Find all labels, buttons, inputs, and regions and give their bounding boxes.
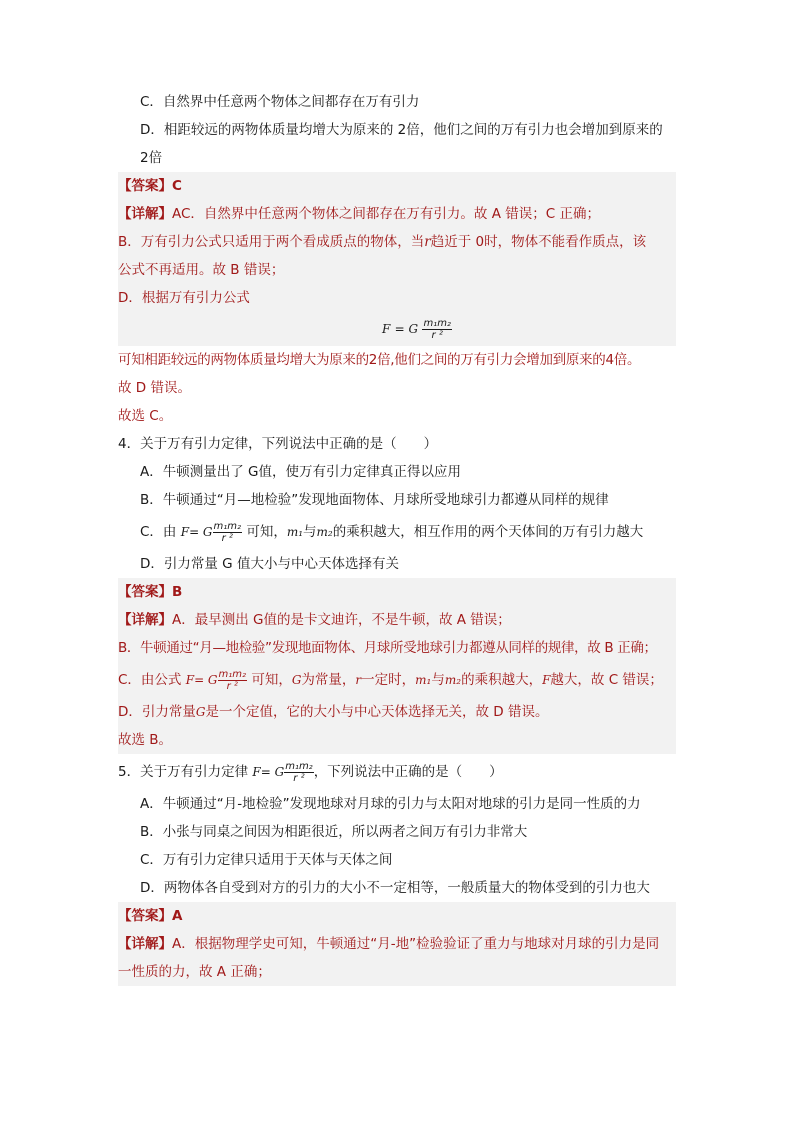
q4-solution-box xyxy=(118,578,676,754)
q3-detail-2: B．万有引力公式只适用于两个看成质点的物体，当r趋近于 0时，物体不能看作质点，该 xyxy=(118,234,647,250)
q3-detail-4: D．根据万有引力公式 xyxy=(118,290,250,306)
q3-detail-6: 故 D 错误。 xyxy=(118,380,191,396)
q3-option-d-line2: 2倍 xyxy=(140,150,163,166)
q4-option-a: A．牛顿测量出了 G值，使万有引力定律真正得以应用 xyxy=(140,464,461,480)
q4-option-b: B．牛顿通过“月—地检验”发现地面物体、月球所受地球引力都遵从同样的规律 xyxy=(140,492,609,508)
q3-option-c: C．自然界中任意两个物体之间都存在万有引力 xyxy=(140,94,420,110)
q4-detail-5: 故选 B。 xyxy=(118,732,173,748)
q5-option-b: B．小张与同桌之间因为相距很近，所以两者之间万有引力非常大 xyxy=(140,824,528,840)
q3-answer: C xyxy=(172,178,182,194)
q4-option-c: C．由 F= G $\frac{\text{m₁m₂}}{\text{r ²}}$ 可知，m₁与m₂的乘积越大，相互作用的两个天体间的万有引力越大 xyxy=(140,520,644,544)
q4-option-d: D．引力常量 G 值大小与中心天体选择有关 xyxy=(140,556,399,572)
q5-stem: 5．关于万有引力定律 F= G $\frac{\text{m₁m₂}}{\text{r ²}}$ ，下列说法中正确的是（ ） xyxy=(118,760,503,784)
document-page xyxy=(118,88,676,986)
q5-option-a: A．牛顿通过“月-地检验”发现地球对月球的引力与太阳对地球的引力是同一性质的力 xyxy=(140,796,641,812)
detail-label: 【详解】 xyxy=(118,206,172,222)
q4-answer-line: 【答案】B xyxy=(118,584,183,600)
q3-detail-3: 公式不再适用。故 B 错误； xyxy=(118,262,285,278)
q5-solution-box xyxy=(118,902,676,986)
q3-answer-line xyxy=(118,172,676,200)
q5-detail-2: 一性质的力，故 A 正确； xyxy=(118,964,271,980)
q3-option-d-line1: D．相距较远的两物体质量均增大为原来的 2倍，他们之间的万有引力也会增加到原来的 xyxy=(140,122,663,138)
q4-stem: 4．关于万有引力定律，下列说法中正确的是（ ） xyxy=(118,436,438,452)
q3-detail-5: 可知相距较远的两物体质量均增大为原来的2倍,他们之间的万有引力会增加到原来的4倍。 xyxy=(118,352,641,368)
answer-label: 【答案】 xyxy=(118,178,172,194)
q3-detail-1: 【详解】AC．自然界中任意两个物体之间都存在万有引力。故 A 错误；C 正确； xyxy=(118,206,600,222)
q4-answer: B xyxy=(172,584,183,600)
q4-detail-2: B．牛顿通过“月—地检验”发现地面物体、月球所受地球引力都遵从同样的规律，故 B 正确； xyxy=(118,640,657,656)
q5-option-d: D．两物体各自受到对方的引力的大小不一定相等，一般质量大的物体受到的引力也大 xyxy=(140,880,650,896)
q4-detail-4: D．引力常量G是一个定值，它的大小与中心天体选择无关，故 D 错误。 xyxy=(118,704,549,720)
q5-option-c: C．万有引力定律只适用于天体与天体之间 xyxy=(140,852,393,868)
q4-detail-1: 【详解】A．最早测出 G值的是卡文迪许，不是牛顿，故 A 错误； xyxy=(118,612,511,628)
gravitation-formula: F = G $\frac{\text{m₁m₂}}{\text{r ²}}$ xyxy=(382,317,451,341)
q3-detail-7: 故选 C。 xyxy=(118,408,173,424)
q5-answer: A xyxy=(172,908,183,924)
q3-solution-box xyxy=(118,172,676,346)
q4-detail-3: C．由公式 F= G $\frac{\text{m₁m₂}}{\text{r ²}}$ 可知，G为常量，r一定时，m₁与m₂的乘积越大，F越大，故 C 错误； xyxy=(118,668,663,692)
q5-answer-line: 【答案】A xyxy=(118,908,183,924)
q5-detail-1: 【详解】A．根据物理学史可知，牛顿通过“月-地”检验验证了重力与地球对月球的引力是同 xyxy=(118,936,660,952)
